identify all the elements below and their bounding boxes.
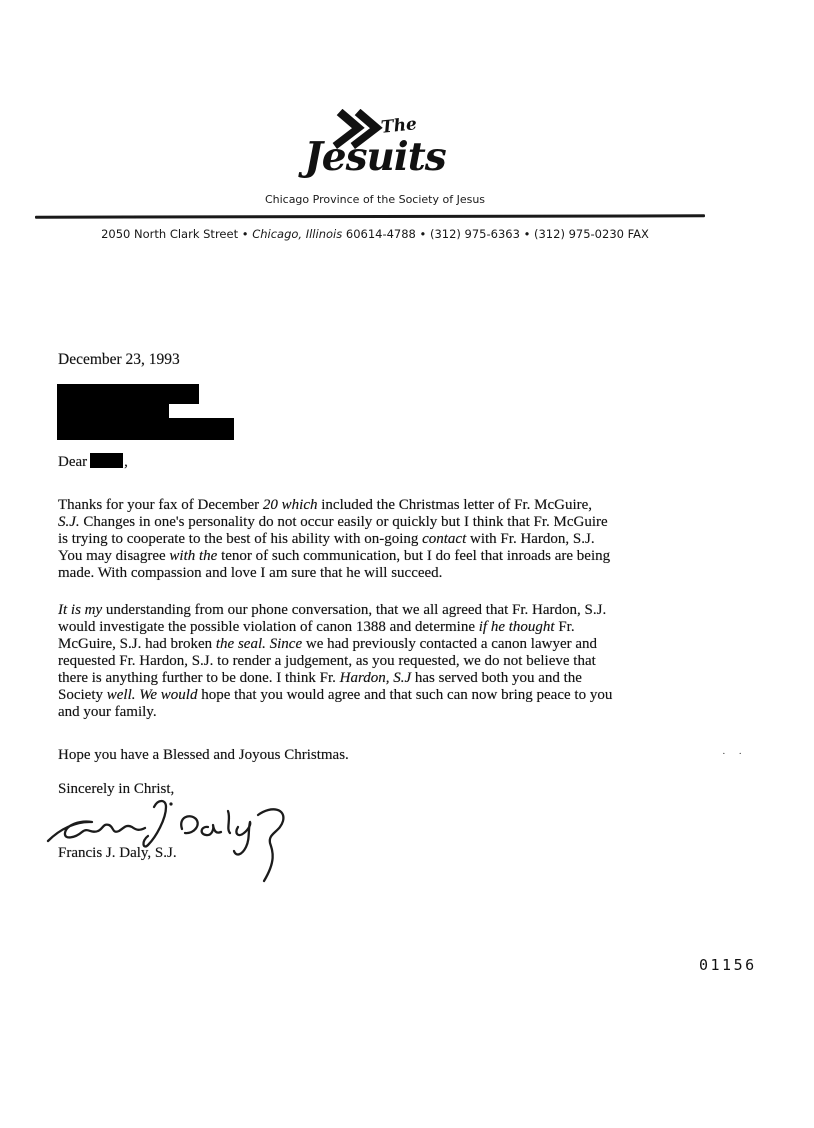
letter-line: Hope you have a Blessed and Joyous Christmas. — [58, 747, 349, 763]
scan-artifact-dots: · · — [722, 748, 748, 760]
logo-the-text: The — [380, 114, 418, 138]
salutation-line — [58, 451, 128, 471]
letter-line: there is anything further to be done. I think Fr. Hardon, S.J has served both you and the — [58, 670, 582, 686]
letter-line: Thanks for your fax of December 20 which included the Christmas letter of Fr. McGuire, — [58, 497, 593, 513]
letter-line: requested Fr. Hardon, S.J. to render a judgement, as you requested, we do not believe that — [58, 653, 596, 669]
closing-line: Sincerely in Christ, — [58, 781, 175, 797]
redaction-bar — [57, 404, 169, 418]
letter-line: would investigate the possible violation of canon 1388 and determine if he thought Fr. — [58, 619, 575, 635]
letterhead-divider — [35, 214, 705, 218]
redaction-bar — [57, 384, 199, 404]
letter-line: S.J. Changes in one's personality do not occur easily or quickly but I think that Fr. McGuire — [58, 514, 608, 530]
bates-number: 01156 — [699, 956, 757, 974]
letter-line: You may disagree with the tenor of such communication, but I do feel that inroads are being — [58, 548, 611, 564]
paragraph-2 — [58, 602, 612, 721]
letter-line: McGuire, S.J. had broken the seal. Since we had previously contacted a canon lawyer and — [58, 636, 598, 652]
redaction-bar — [57, 418, 234, 440]
paragraph-1 — [58, 497, 610, 582]
logo-jesuits-wordmark: Jesuits — [304, 134, 446, 180]
letter-line: Society well. We would hope that you would agree and that such can now bring peace to you — [58, 687, 613, 703]
paragraph-3 — [58, 747, 349, 764]
letter-line: is trying to cooperate to the best of his ability with on-going contact with Fr. Hardon, S.J. — [58, 531, 595, 547]
redacted-recipient-name — [90, 453, 123, 468]
letterhead-address-line: 2050 North Clark Street • Chicago, Illinois 60614-4788 • (312) 975-6363 • (312) 975-0230 FAX — [101, 227, 649, 241]
letter-line: It is my understanding from our phone conversation, that we all agreed that Fr. Hardon, S.J. — [58, 602, 607, 618]
letter-date: December 23, 1993 — [58, 351, 180, 368]
letterhead-tagline: Chicago Province of the Society of Jesus — [264, 193, 486, 206]
typed-signature-name: Francis J. Daly, S.J. — [58, 845, 177, 861]
handwritten-signature-francis-daly — [42, 789, 302, 889]
redacted-recipient-address — [57, 384, 234, 440]
salutation-suffix: , — [124, 454, 128, 470]
letter-line: and your family. — [58, 704, 157, 720]
salutation-prefix: Dear — [58, 454, 88, 470]
letter-line: made. With compassion and love I am sure that he will succeed. — [58, 565, 443, 581]
